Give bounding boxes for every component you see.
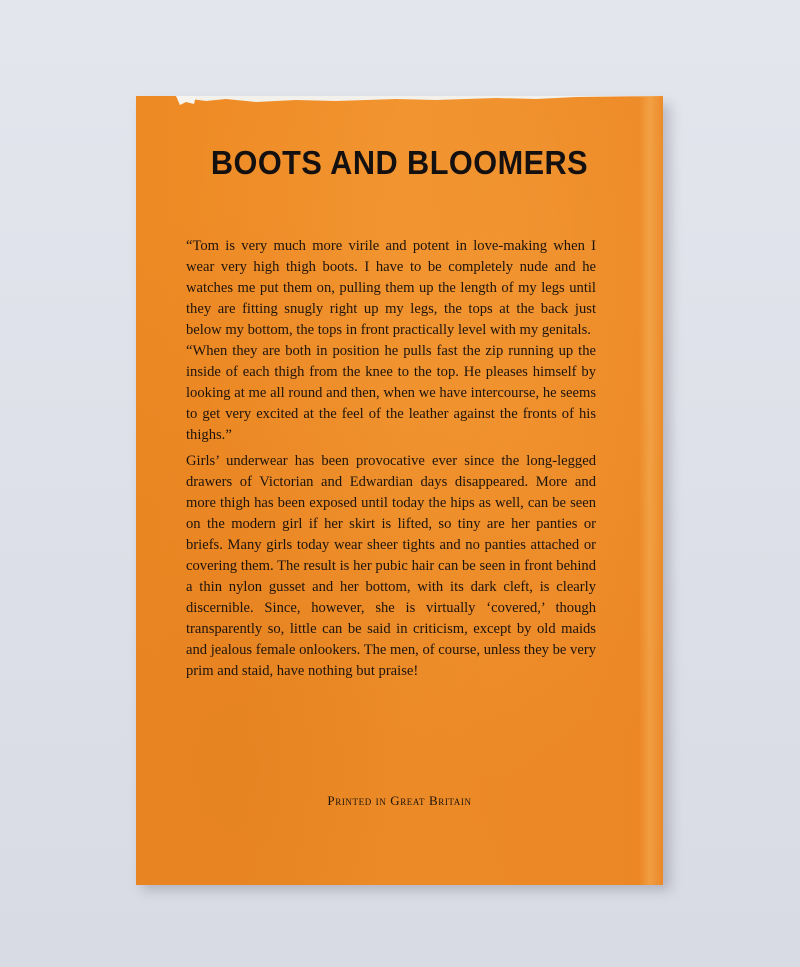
blurb-paragraph-1: “Tom is very much more virile and potent in love-making when I wear very high thigh boots. I have to be completely nude and he watches me put them on, pulling them up the length of my legs until they are fitting snugly right up my legs, the tops at the back just below my bottom, the tops in front practically level with my genitals. <box>186 238 596 338</box>
blurb-paragraph-3: Girls’ underwear has been provocative ever since the long-legged drawers of Victorian and Edwardian days disappeared. More and more thigh has been exposed until today the hips as well, can be seen on the modern girl if her skirt is lifted, so tiny are her panties or briefs. Many girls today wear sheer tights and no panties attached or covering them. The result is her pubic hair can be seen in front behind a thin nylon gusset and her bottom, with its dark cleft, is clearly discernible. Since, however, she is virtually ‘covered,’ though transparently so, little can be said in criticism, except by old maids and jealous female onlookers. The men, of course, unless they be very prim and staid, have nothing but praise! <box>186 453 596 679</box>
book-title: BOOTS AND BLOOMERS <box>210 144 589 181</box>
imprint-line: Printed in Great Britain <box>327 793 472 808</box>
worn-top-edge <box>136 96 663 106</box>
blurb-paragraph-2: “When they are both in position he pulls fast the zip running up the inside of each thigh from the knee to the top. He pleases himself by looking at me all round and then, when we have intercourse, he seems to get very excited at the feel of the leather against the fronts of his thighs.” <box>186 343 596 443</box>
book-back-cover <box>136 96 663 885</box>
cover-edge-highlight <box>639 96 663 885</box>
blurb-text <box>186 236 596 682</box>
